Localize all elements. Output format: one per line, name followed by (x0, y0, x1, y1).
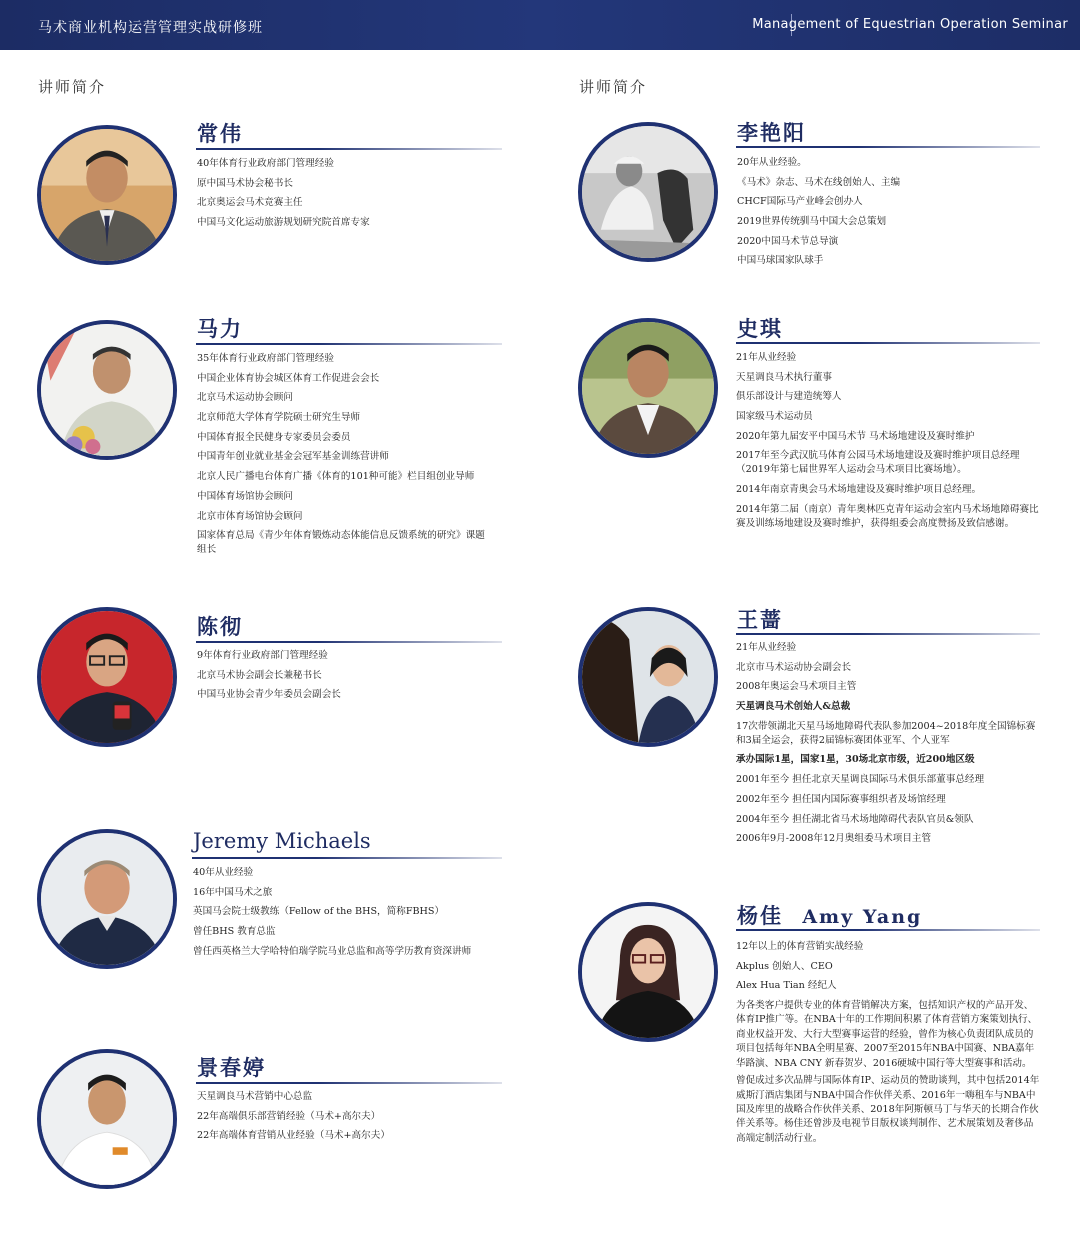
name-underline (736, 146, 1040, 148)
bio-item: 2019世界传统驯马中国大会总策划 (737, 216, 887, 228)
lecturer-name-yangjia-cn: 杨佳 (737, 903, 783, 928)
bio-list-jeremy (193, 866, 503, 964)
bio-item: 国家体育总局《青少年体育锻炼动态体能信息反馈系统的研究》课题组长 (197, 530, 485, 556)
bio-item: 中国青年创业就业基金会冠军基金训练营讲师 (197, 451, 389, 463)
section-label-left: 讲师简介 (38, 78, 107, 96)
bio-item: 2020中国马术节总导演 (737, 235, 839, 247)
bio-item: 20年从业经验。 (737, 157, 807, 168)
bio-item: 北京市马术运动协会副会长 (736, 661, 852, 673)
bio-item: 中国体育场馆协会顾问 (197, 490, 293, 502)
name-underline (192, 857, 502, 859)
page-header (0, 0, 1080, 50)
avatar-mali (37, 320, 177, 460)
bio-list-changwei (197, 157, 507, 236)
bio-item: 2020年第九届安平中国马术节 马术场地建设及赛时维护 (736, 430, 975, 442)
bio-item: 曾任BHS 教育总监 (193, 926, 276, 938)
name-underline (736, 633, 1040, 635)
avatar-shiqi (578, 318, 718, 458)
bio-item: 北京马术运动协会顾问 (197, 392, 293, 404)
bio-item: 中国马球国家队球手 (737, 255, 824, 267)
bio-item: 中国企业体育协会城区体育工作促进会会长 (197, 372, 380, 384)
bio-item: 北京人民广播电台体育广播《体育的101种可能》栏目组创业导师 (197, 471, 475, 483)
bio-item: 2001年至今 担任北京天星调良国际马术俱乐部董事总经理 (736, 774, 985, 786)
bio-item: 为各类客户提供专业的体育营销解决方案，包括知识产权的产品开发、体育IP推广等。在NBA十年的工作期间积累了体育营销方案策划执行、商业权益开发、大行大型赛事运营的经验，曾作为核心负责团队成员的项目包括每年NBA全明星赛、2007至2015年NBA中国赛、NBA嘉年华路演、NBA CNY 新春贺岁、2016硬城中国行等大型赛事和活动。 (736, 1000, 1038, 1069)
bio-list-mali (197, 352, 517, 563)
lecturer-name-changwei: 常伟 (197, 121, 243, 146)
lecturer-name-liyanyang: 李艳阳 (737, 120, 806, 145)
bio-item: 35年体育行业政府部门管理经验 (197, 353, 334, 364)
bio-item: 英国马会院士级教练（Fellow of the BHS，简称FBHS） (193, 906, 445, 918)
name-underline (736, 342, 1040, 344)
bio-item: 天星调良马术营销中心总监 (197, 1091, 313, 1102)
bio-item: 天星调良马术创始人&总裁 (736, 701, 851, 713)
name-underline (196, 343, 502, 345)
lecturer-name-wangqiang: 王蔷 (737, 607, 783, 632)
bio-list-jingchunting (197, 1090, 507, 1149)
avatar-jingchunting (37, 1049, 177, 1189)
bio-item: CHCF国际马产业峰会创办人 (737, 196, 863, 208)
lecturer-name-shiqi: 史琪 (737, 316, 783, 341)
lecturer-name-mali: 马力 (197, 316, 243, 341)
bio-item: 9年体育行业政府部门管理经验 (197, 650, 328, 661)
avatar-yangjia (578, 902, 718, 1042)
bio-item: 俱乐部设计与建造统筹人 (736, 391, 842, 403)
bio-item: 中国体育报全民健身专家委员会委员 (197, 431, 351, 443)
bio-item: 2014年南京青奥会马术场地建设及赛时维护项目总经理。 (736, 484, 982, 496)
bio-item: 承办国际1星，国家1星，30场北京市级，近200地区级 (736, 754, 975, 766)
bio-item: 40年体育行业政府部门管理经验 (197, 158, 334, 169)
name-underline (196, 1082, 502, 1084)
bio-item: 12年以上的体育营销实战经验 (736, 941, 864, 952)
lecturer-name-jeremy: Jeremy Michaels (193, 829, 371, 853)
bio-list-yangjia (736, 940, 1042, 1152)
lecturer-name-yangjia (737, 900, 922, 930)
bio-item: 原中国马术协会秘书长 (197, 177, 293, 189)
bio-item: 40年从业经验 (193, 867, 254, 878)
section-label-right: 讲师简介 (579, 78, 648, 96)
bio-item: 北京奥运会马术竞赛主任 (197, 197, 303, 209)
avatar-changwei (37, 125, 177, 265)
avatar-liyanyang (578, 122, 718, 262)
bio-item: 曾促成过多次品牌与国际体育IP、运动员的赞助谈判，其中包括2014年威斯汀酒店集团与NBA中国合作伙伴关系、2016年一嗨租车与NBA中国及库里的战略合作伙伴关系、2018年阿斯顿马丁与华天的长期合作伙伴关系等。杨佳还曾涉及电视节目版权谈判制作、艺术展策划及奢侈品高端定制活动行业。 (736, 1075, 1040, 1144)
name-underline (196, 641, 502, 643)
bio-item: 中国马业协会青少年委员会副会长 (197, 689, 341, 701)
bio-item: 17次带领湖北天星马场地障碍代表队参加2004~2018年度全国锦标赛和3届全运会，获得2届锦标赛团体亚军、个人亚军 (736, 720, 1036, 746)
bio-item: 22年高端俱乐部营销经验（马术+高尔夫） (197, 1110, 381, 1122)
avatar-chenyu (37, 607, 177, 747)
name-underline (736, 929, 1040, 931)
bio-item: 22年高端体育营销从业经验（马术+高尔夫） (197, 1130, 390, 1142)
bio-item: 21年从业经验 (736, 352, 797, 363)
bio-item: 曾任西英格兰大学哈特伯瑞学院马业总监和高等学历教育资深讲师 (193, 945, 472, 957)
bio-item: 16年中国马术之旅 (193, 886, 273, 898)
bio-item: Alex Hua Tian 经纪人 (736, 980, 837, 992)
bio-list-chenyu (197, 649, 507, 708)
lecturer-name-yangjia-en: Amy Yang (802, 906, 923, 928)
lecturer-name-chenyu: 陈彻 (197, 614, 243, 639)
bio-item: 2006年9月-2008年12月奥组委马术项目主管 (736, 833, 932, 845)
bio-item: Akplus 创始人、CEO (736, 960, 833, 972)
bio-item: 《马术》杂志、马术在线创始人、主编 (737, 176, 901, 188)
bio-item: 中国马文化运动旅游规划研究院首席专家 (197, 217, 370, 229)
bio-item: 北京师范大学体育学院硕士研究生导师 (197, 412, 361, 424)
avatar-wangqiang (578, 607, 718, 747)
avatar-jeremy (37, 829, 177, 969)
bio-item: 国家级马术运动员 (736, 411, 813, 423)
bio-list-liyanyang (737, 156, 1047, 274)
bio-item: 北京市体育场馆协会顾问 (197, 510, 303, 522)
name-underline (196, 148, 502, 150)
course-title-en: Management of Equestrian Operation Seminar (752, 17, 1068, 32)
bio-item: 北京马术协会副会长兼秘书长 (197, 669, 322, 681)
bio-item: 21年从业经验 (736, 642, 797, 653)
course-title-cn: 马术商业机构运营管理实战研修班 (38, 20, 263, 36)
bio-item: 2004年至今 担任湖北省马术场地障碍代表队官员&领队 (736, 813, 974, 825)
bio-item: 2017年至今武汉肮马体育公园马术场地建设及赛时维护项目总经理（2019年第七届世界军人运动会马术项目比赛场地）。 (736, 450, 1020, 476)
lecturer-name-jingchunting: 景春婷 (197, 1055, 266, 1080)
bio-item: 天星调良马术执行董事 (736, 371, 832, 383)
bio-item: 2008年奥运会马术项目主管 (736, 681, 857, 693)
bio-item: 2002年至今 担任国内国际赛事组织者及场馆经理 (736, 793, 946, 805)
bio-item: 2014年第二届（南京）青年奥林匹克青年运动会室内马术场地障碍赛比赛及训练场地建设及赛时维护，获得组委会高度赞扬及致信感谢。 (736, 503, 1039, 529)
bio-list-shiqi (736, 351, 1042, 537)
bio-list-wangqiang (736, 641, 1042, 852)
